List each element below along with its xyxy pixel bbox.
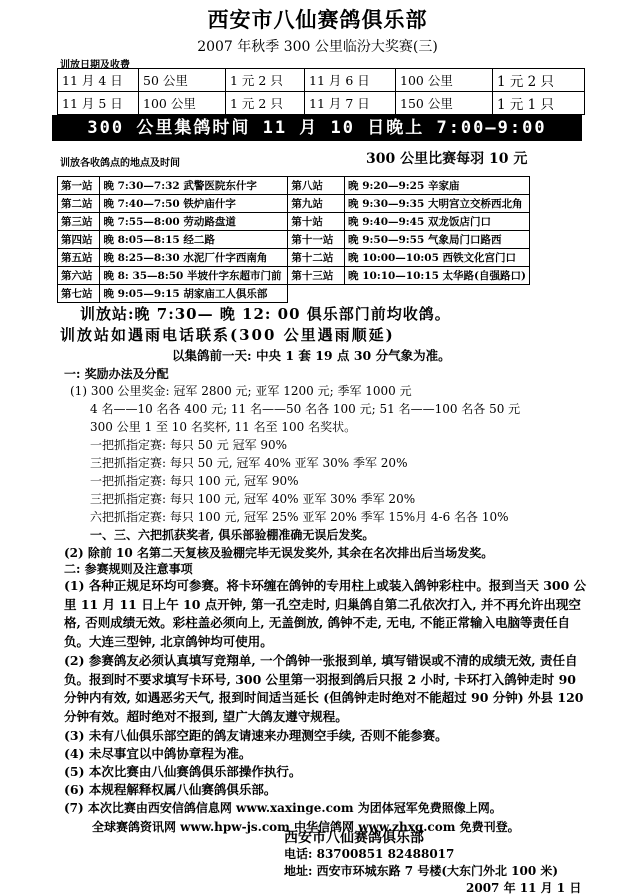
rule-paragraph: (3) 未有八仙俱乐部空距的鸽友请速来办理测空手续, 否则不能参赛。 <box>64 728 448 743</box>
station-time-place: 晚 8:25—8:30 水泥厂什字西南角 <box>100 249 288 267</box>
table-row <box>58 69 585 92</box>
notice-line-3: 以集鸽前一天: 中央 1 套 19 点 30 分气象为准。 <box>172 348 451 363</box>
table-cell: 1 元 2 只 <box>493 69 585 92</box>
stations-table <box>57 176 530 303</box>
station-name: 第十一站 <box>288 231 345 249</box>
table-cell: 1 元 2 只 <box>226 69 305 92</box>
table-cell: 100 公里 <box>396 69 493 92</box>
station-name: 第七站 <box>58 285 100 303</box>
table-row <box>58 92 585 115</box>
award-line: 300 公里 1 至 10 名奖杯, 11 名至 100 名奖状。 <box>90 420 357 434</box>
footer-date: 2007 年 11 月 1 日 <box>466 881 582 895</box>
media-credit: 全球赛鸽资讯网 www.hpw-js.com 中华信鸽网 www.zhxg.com 免费刊登。 <box>92 820 520 834</box>
training-schedule-table <box>57 68 585 115</box>
section-1-title: 一: 奖励办法及分配 <box>64 367 169 381</box>
table-row <box>58 231 530 249</box>
table-cell: 50 公里 <box>139 69 226 92</box>
rule-paragraph: (7) 本次比赛由西安信鸽信息网 www.xaxinge.com 为团体冠军免费照像上网。 <box>64 801 502 815</box>
station-name: 第十二站 <box>288 249 345 267</box>
station-time-place: 晚 10:10—10:15 太华路(自强路口) <box>345 267 530 285</box>
award-line: 一把抓指定赛: 每只 100 元, 冠军 90% <box>90 474 299 488</box>
station-name: 第十三站 <box>288 267 345 285</box>
station-name: 第八站 <box>288 177 345 195</box>
station-name: 第九站 <box>288 195 345 213</box>
award-line: 一、三、六把抓获奖者, 俱乐部验棚准确无误后发奖。 <box>90 528 375 542</box>
award-line: 三把抓指定赛: 每只 50 元, 冠军 40% 亚军 30% 季军 20% <box>90 456 408 470</box>
table-cell: 11 月 7 日 <box>305 92 396 115</box>
rule-paragraph: (4) 未尽事宜以中鸽协章程为准。 <box>64 746 252 761</box>
award-line: 4 名——10 名各 400 元; 11 名——50 名各 100 元; 51 名——100 名各 50 元 <box>90 402 521 416</box>
station-time-place: 晚 8: 35—8:50 半坡什字东超市门前 <box>100 267 288 285</box>
station-time-place: 晚 7:30—7:32 武警医院东什字 <box>100 177 288 195</box>
table-cell: 11 月 5 日 <box>58 92 139 115</box>
section-2-title: 二: 参赛规则及注意事项 <box>64 562 193 576</box>
station-name: 第三站 <box>58 213 100 231</box>
table-row <box>58 285 530 303</box>
table-row <box>58 177 530 195</box>
station-time-place: 晚 8:05—8:15 经二路 <box>100 231 288 249</box>
table-row <box>58 213 530 231</box>
station-time-place: 晚 7:55—8:00 劳动路盘道 <box>100 213 288 231</box>
award-line: (1) 300 公里奖金: 冠军 2800 元; 亚军 1200 元; 季军 1000 元 <box>70 384 412 398</box>
footer-org: 西安市八仙赛鸽俱乐部 <box>284 830 424 846</box>
station-time-place: 晚 10:00—10:05 西铁文化宫门口 <box>345 249 530 267</box>
training-schedule-label: 训放日期及收费 <box>60 60 130 71</box>
station-time-place: 晚 9:20—9:25 辛家庙 <box>345 177 530 195</box>
notice-line-2: 训放站如遇雨电话联系(300 公里遇雨顺延) <box>60 326 395 344</box>
award-line: (2) 除前 10 名第二天复核及验棚完毕无误发奖外, 其余在名次排出后当场发奖。 <box>64 546 494 560</box>
station-name: 第四站 <box>58 231 100 249</box>
station-name: 第五站 <box>58 249 100 267</box>
table-row <box>58 249 530 267</box>
award-line: 一把抓指定赛: 每只 50 元 冠军 90% <box>90 438 288 452</box>
rule-paragraph: (6) 本规程解释权属八仙赛鸽俱乐部。 <box>64 782 277 797</box>
table-cell: 1 元 1 只 <box>493 92 585 115</box>
footer-phone: 电话: 83700851 82488017 <box>284 847 455 861</box>
table-cell: 150 公里 <box>396 92 493 115</box>
stations-label: 训放各收鸽点的地点及时间 <box>60 158 180 169</box>
table-cell: 11 月 4 日 <box>58 69 139 92</box>
award-line: 三把抓指定赛: 每只 100 元, 冠军 40% 亚军 30% 季军 20% <box>90 492 416 506</box>
table-cell: 11 月 6 日 <box>305 69 396 92</box>
rule-paragraph: (2) 参赛鸽友必须认真填写竞翔单, 一个鸽钟一张报到单, 填写错误或不清的成绩无效, 责任自负。报到时不要求填写卡环号, 300 公里第一羽报到鸽后只报 2 小时, 卡环打入鸽钟走时 90 分钟内有效, 如遇恶劣天气, 报到时间适当延长 (但鸽钟走时绝对不能超过 90 分钟) 外县 120 分钟有效。超时绝对不报到, 望广大鸽友遵守规程。 <box>64 653 584 724</box>
station-name: 第一站 <box>58 177 100 195</box>
table-row <box>58 195 530 213</box>
rule-paragraph: (1) 各种正规足环均可参赛。将卡环缠在鸽钟的专用柱上或装入鸽钟彩柱中。报到当天 300 公里 11 月 11 日上午 10 点开钟, 第一孔空走时, 归巢鸽自第二孔依次打入, 并不再允许出现空格, 否则成绩无效。彩柱盖必须向上, 无盖倒放, 鸽钟不走, 无电, 不能正常输入电脑等责任自负。大连三型钟, 北京鸽钟均可使用。 <box>64 578 587 649</box>
table-cell: 1 元 2 只 <box>226 92 305 115</box>
empty-cell <box>345 285 530 303</box>
race-fee-note: 300 公里比赛每羽 10 元 <box>366 151 528 167</box>
table-row <box>58 267 530 285</box>
page-title: 西安市八仙赛鸽俱乐部 <box>207 7 428 32</box>
station-time-place: 晚 9:05—9:15 胡家庙工人俱乐部 <box>100 285 288 303</box>
station-name: 第六站 <box>58 267 100 285</box>
station-name: 第十站 <box>288 213 345 231</box>
station-time-place: 晚 9:40—9:45 双龙饭店门口 <box>345 213 530 231</box>
rule-paragraph: (5) 本次比赛由八仙赛鸽俱乐部操作执行。 <box>64 764 302 779</box>
collection-time-banner: 300 公里集鸽时间 11 月 10 日晚上 7:00—9:00 <box>52 115 582 141</box>
footer-address: 地址: 西安市环城东路 7 号楼(大东门外北 100 米) <box>284 864 559 878</box>
station-time-place: 晚 9:30—9:35 大明宫立交桥西北角 <box>345 195 530 213</box>
table-cell: 100 公里 <box>139 92 226 115</box>
page-subtitle: 2007 年秋季 300 公里临汾大奖赛(三) <box>197 39 438 55</box>
notice-line-1: 训放站:晚 7:30— 晚 12: 00 俱乐部门前均收鸽。 <box>80 305 451 323</box>
station-time-place: 晚 7:40—7:50 铁炉庙什字 <box>100 195 288 213</box>
award-line: 六把抓指定赛: 每只 100 元, 冠军 25% 亚军 20% 季军 15%月 4-6 名各 10% <box>90 510 509 524</box>
empty-cell <box>288 285 345 303</box>
station-name: 第二站 <box>58 195 100 213</box>
station-time-place: 晚 9:50—9:55 气象局门口路西 <box>345 231 530 249</box>
